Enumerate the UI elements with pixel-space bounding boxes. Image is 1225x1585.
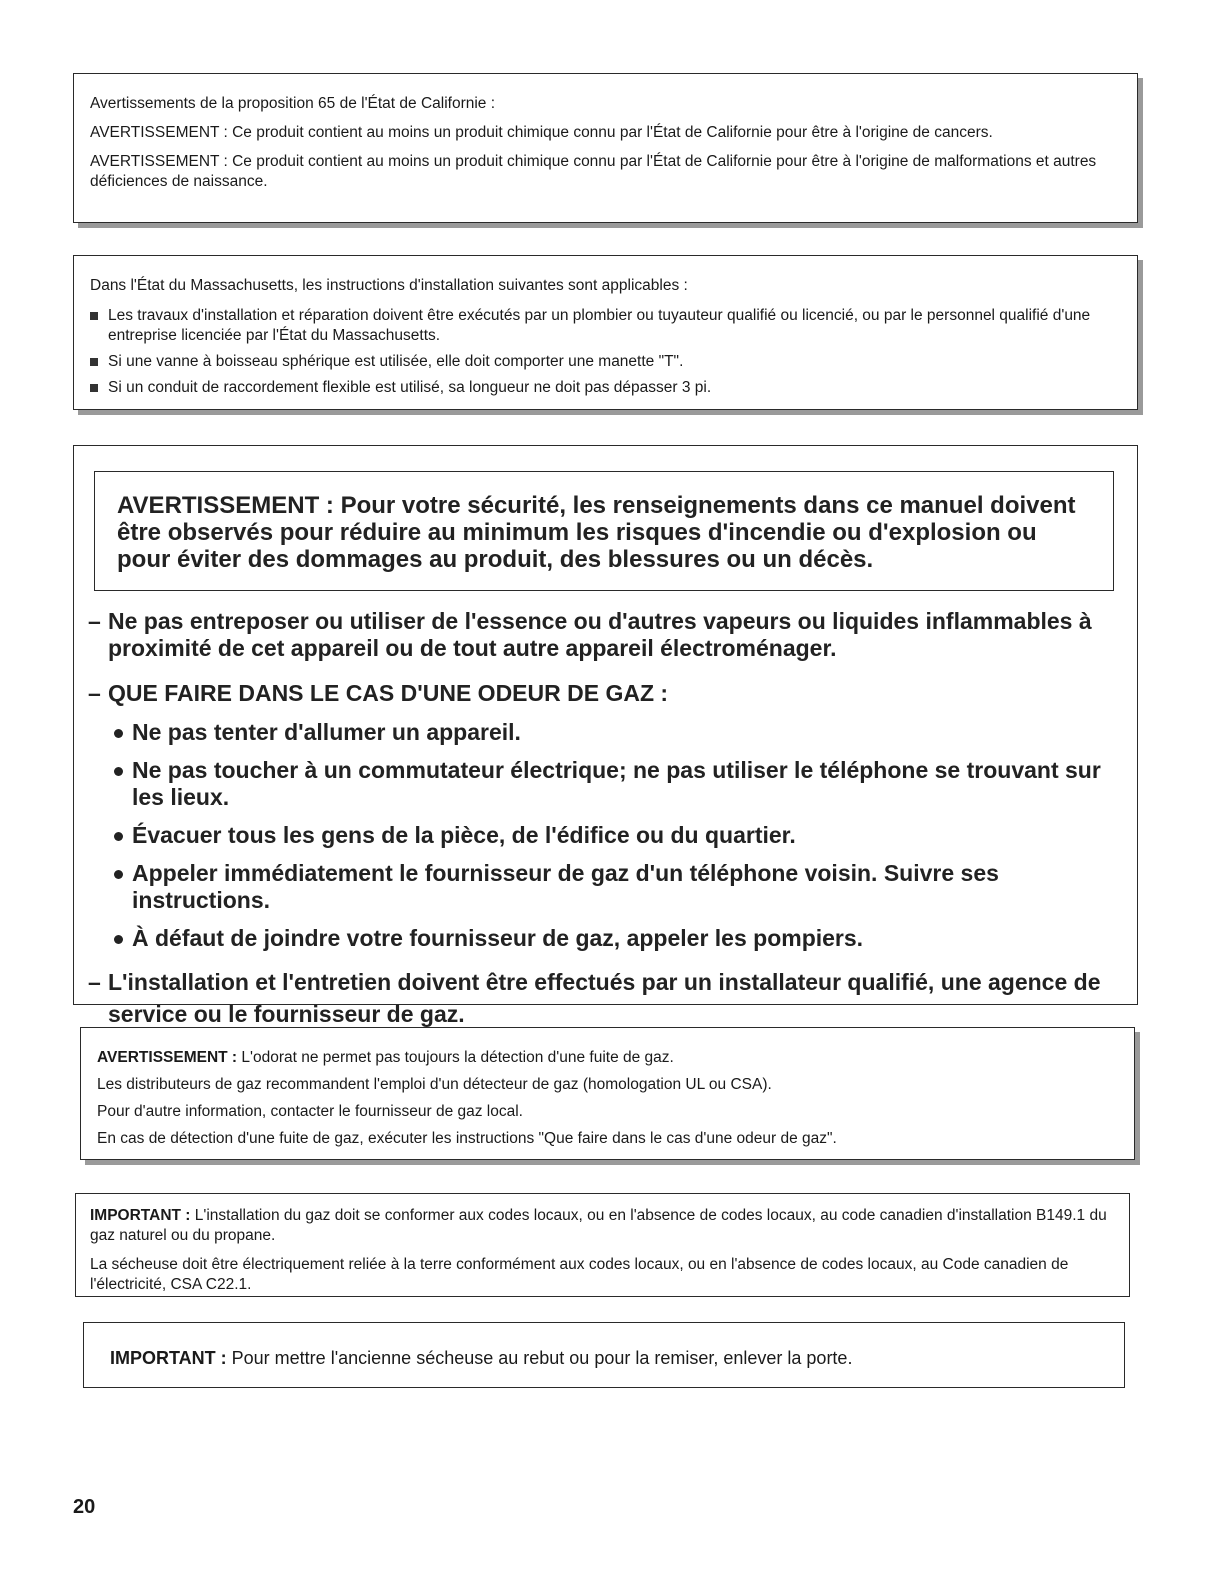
list-item: À défaut de joindre votre fournisseur de gaz, appeler les pompiers. (112, 925, 1118, 952)
important-code-box (75, 1193, 1130, 1297)
list-item: Ne pas tenter d'allumer un appareil. (112, 719, 1118, 746)
safety-warning-box (73, 445, 1138, 1027)
prop65-box (73, 73, 1138, 223)
list-item: – L'installation et l'entretien doivent être effectués par un installateur qualifié, une agence de service ou le fournisseur de gaz. (88, 969, 1101, 1027)
massachusetts-heading: Dans l'État du Massachusetts, les instructions d'installation suivantes sont applicables : (90, 277, 688, 294)
important-door-box (83, 1322, 1125, 1388)
list-item: Ne pas toucher à un commutateur électrique; ne pas utiliser le téléphone se trouvant sur les lieux. (112, 757, 1118, 811)
round-bullet-icon (114, 832, 123, 841)
round-bullet-icon (114, 767, 123, 776)
round-bullet-icon (114, 935, 123, 944)
important-code-para: IMPORTANT : L'installation du gaz doit se conformer aux codes locaux, ou en l'absence de codes locaux, au code canadien d'installation B149.1 du gaz naturel ou du propane. (90, 1207, 1107, 1244)
list-item: Les travaux d'installation et réparation doivent être exécutés par un plombier ou tuyauteur qualifié ou licencié, ou par le personnel qualifié d'une entreprise licenciée par l'État du Massachusetts. (90, 306, 1117, 346)
round-bullet-icon (114, 729, 123, 738)
list-item: Appeler immédiatement le fournisseur de gaz d'un téléphone voisin. Suivre ses instructions. (112, 860, 1118, 914)
gas-odor-heading: – QUE FAIRE DANS LE CAS D'UNE ODEUR DE GAZ : (88, 680, 669, 706)
important-door-text: IMPORTANT : Pour mettre l'ancienne sécheuse au rebut ou pour la remiser, enlever la porte. (110, 1348, 853, 1368)
list-item: Si une vanne à boisseau sphérique est utilisée, elle doit comporter une manette "T". (90, 352, 1117, 372)
square-bullet-icon (90, 312, 98, 320)
page-number: 20 (73, 1496, 96, 1518)
round-bullet-icon (114, 870, 123, 879)
prop65-heading: Avertissements de la proposition 65 de l'État de Californie : (90, 95, 496, 112)
square-bullet-icon (90, 358, 98, 366)
massachusetts-box (73, 255, 1138, 410)
list-item: Évacuer tous les gens de la pièce, de l'édifice ou du quartier. (112, 822, 1118, 849)
important-ground-para: La sécheuse doit être électriquement reliée à la terre conformément aux codes locaux, ou en l'absence de codes locaux, au Code canadien de l'électricité, CSA C22.1. (90, 1256, 1069, 1293)
gas-detection-line: AVERTISSEMENT : L'odorat ne permet pas toujours la détection d'une fuite de gaz. (97, 1049, 674, 1066)
square-bullet-icon (90, 384, 98, 392)
safety-warning-title-box (94, 471, 1114, 591)
list-item: – Ne pas entreposer ou utiliser de l'essence ou d'autres vapeurs ou liquides inflammables à proximité de cet appareil ou de tout autre appareil électroménager. (88, 608, 1092, 661)
prop65-warning-birth: AVERTISSEMENT : Ce produit contient au moins un produit chimique connu par l'État de Californie pour être à l'origine de malformations et autres déficiences de naissance. (90, 153, 1097, 190)
gas-detection-line: En cas de détection d'une fuite de gaz, exécuter les instructions "Que faire dans le cas d'une odeur de gaz". (97, 1130, 837, 1147)
prop65-warning-cancer: AVERTISSEMENT : Ce produit contient au moins un produit chimique connu par l'État de Californie pour être à l'origine de cancers. (90, 124, 993, 141)
gas-detection-line: Pour d'autre information, contacter le fournisseur de gaz local. (97, 1103, 523, 1120)
gas-detection-box (80, 1027, 1135, 1160)
safety-warning-title: AVERTISSEMENT : Pour votre sécurité, les renseignements dans ce manuel doivent être observés pour réduire au minimum les risques d'incendie ou d'explosion ou pour éviter des dommages au produit, des blessures ou un décès. (117, 492, 1076, 573)
gas-detection-line: Les distributeurs de gaz recommandent l'emploi d'un détecteur de gaz (homologation UL ou CSA). (97, 1076, 772, 1093)
list-item: Si un conduit de raccordement flexible est utilisé, sa longueur ne doit pas dépasser 3 pi. (90, 378, 1117, 398)
